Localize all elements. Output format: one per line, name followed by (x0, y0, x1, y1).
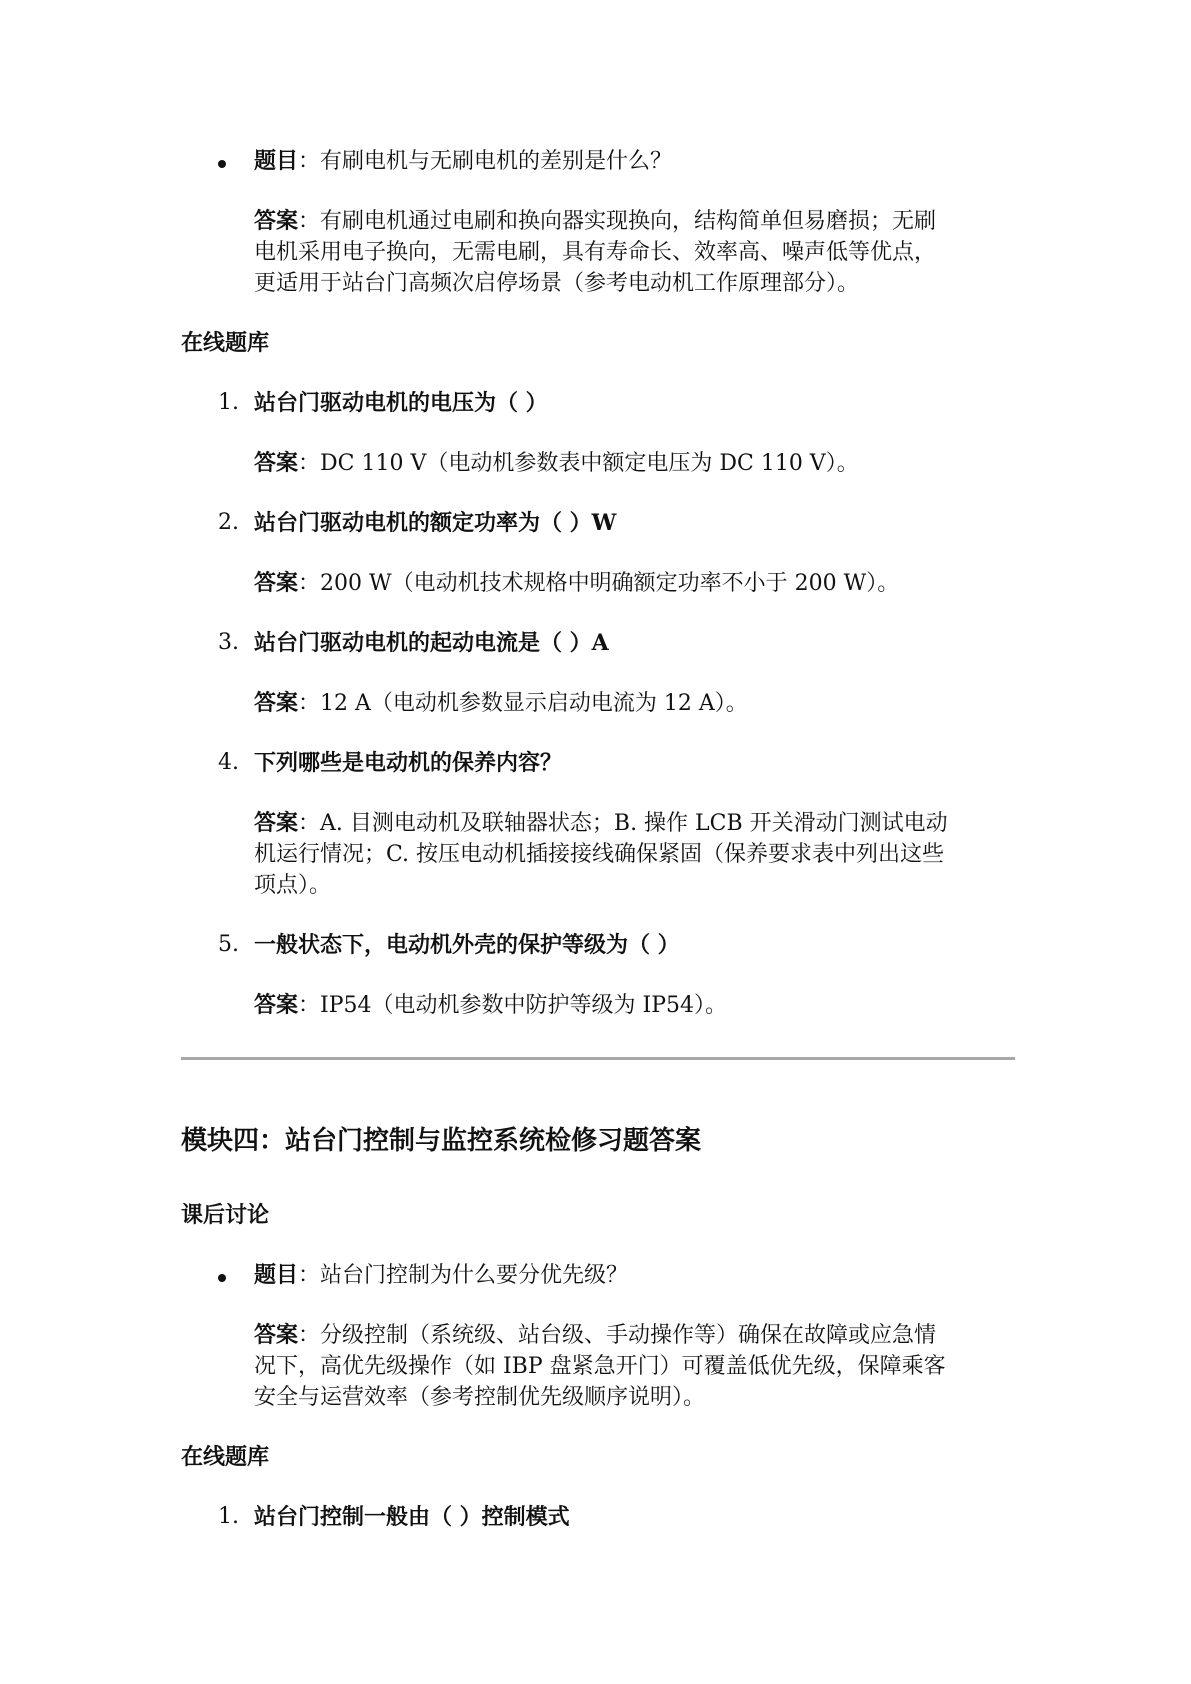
question-text: 一般状态下，电动机外壳的保护等级为（ ） (254, 932, 680, 958)
question-number: 2. (218, 510, 239, 535)
answer (254, 568, 1014, 599)
discussion-question (254, 1260, 1014, 1291)
answer-sep: ： (298, 811, 321, 836)
question-number: 1. (218, 1504, 239, 1529)
answer (254, 808, 1014, 901)
answer-line: 更适用于站台门高频次启停场景（参考电动机工作原理部分）。 (254, 271, 860, 296)
discussion-question (254, 146, 1014, 177)
question-number: 4. (218, 750, 239, 775)
answer-line: 电机采用电子换向，无需电刷，具有寿命长、效率高、噪声低等优点， (254, 240, 937, 265)
question-number: 5. (218, 932, 239, 957)
answer-text: DC 110 V（电动机参数表中额定电压为 DC 110 V）。 (320, 451, 859, 476)
answer-label: 答案 (254, 810, 299, 836)
answer-label: 答案 (254, 570, 299, 596)
answer (254, 688, 1014, 719)
answer-label: 答案 (254, 450, 299, 476)
answer-label: 答案 (254, 690, 299, 716)
question-sep: ： (298, 1263, 321, 1288)
answer-sep: ： (298, 571, 321, 596)
answer-sep: ： (298, 451, 321, 476)
question-text: 站台门驱动电机的电压为（ ） (254, 390, 548, 416)
module-title: 模块四：站台门控制与监控系统检修习题答案 (181, 1126, 702, 1156)
section-title-bank: 在线题库 (181, 330, 270, 356)
question-number: 3. (218, 630, 239, 655)
discussion-answer (254, 206, 1014, 299)
question-label: 题目 (254, 1262, 299, 1288)
answer-line: 机运行情况；C. 按压电动机插接接线确保紧固（保养要求表中列出这些 (254, 842, 945, 867)
answer-line (254, 206, 1014, 237)
section-title-bank: 在线题库 (181, 1444, 270, 1470)
question-text: 站台门驱动电机的额定功率为（ ）W (254, 510, 617, 536)
answer-text: IP54（电动机参数中防护等级为 IP54）。 (320, 993, 728, 1018)
answer-line (254, 1320, 1014, 1351)
answer-line: 项点）。 (254, 873, 332, 898)
answer-text: 分级控制（系统级、站台级、手动操作等）确保在故障或应急情 (320, 1323, 937, 1348)
question-text: 站台门控制为什么要分优先级？ (320, 1263, 629, 1288)
answer-text: 12 A（电动机参数显示启动电流为 12 A）。 (320, 691, 748, 716)
answer-sep: ： (298, 993, 321, 1018)
question-text: 站台门驱动电机的起动电流是（ ）A (254, 630, 609, 656)
answer-label: 答案 (254, 208, 299, 234)
bullet-marker (218, 160, 226, 168)
answer-sep: ： (298, 1323, 321, 1348)
answer-text: 200 W（电动机技术规格中明确额定功率不小于 200 W）。 (320, 571, 900, 596)
discussion-answer (254, 1320, 1014, 1413)
answer (254, 990, 1014, 1021)
horizontal-divider (181, 1057, 1015, 1060)
question-number: 1. (218, 390, 239, 415)
answer-line: 况下，高优先级操作（如 IBP 盘紧急开门）可覆盖低优先级，保障乘客 (254, 1354, 946, 1379)
answer-text: 有刷电机通过电刷和换向器实现换向，结构简单但易磨损；无刷 (320, 209, 937, 234)
question-text: 有刷电机与无刷电机的差别是什么？ (320, 149, 673, 174)
question-text: 下列哪些是电动机的保养内容？ (254, 750, 563, 776)
answer (254, 448, 1014, 479)
answer-line (254, 808, 1014, 839)
answer-label: 答案 (254, 992, 299, 1018)
answer-line: 安全与运营效率（参考控制优先级顺序说明）。 (254, 1385, 706, 1410)
question-label: 题目 (254, 148, 299, 174)
question-text: 站台门控制一般由（ ）控制模式 (254, 1504, 570, 1530)
answer-label: 答案 (254, 1322, 299, 1348)
question-sep: ： (298, 149, 321, 174)
answer-sep: ： (298, 209, 321, 234)
section-title-discussion: 课后讨论 (181, 1202, 270, 1228)
answer-sep: ： (298, 691, 321, 716)
bullet-marker (218, 1274, 226, 1282)
answer-text: A. 目测电动机及联轴器状态；B. 操作 LCB 开关滑动门测试电动 (320, 811, 948, 836)
